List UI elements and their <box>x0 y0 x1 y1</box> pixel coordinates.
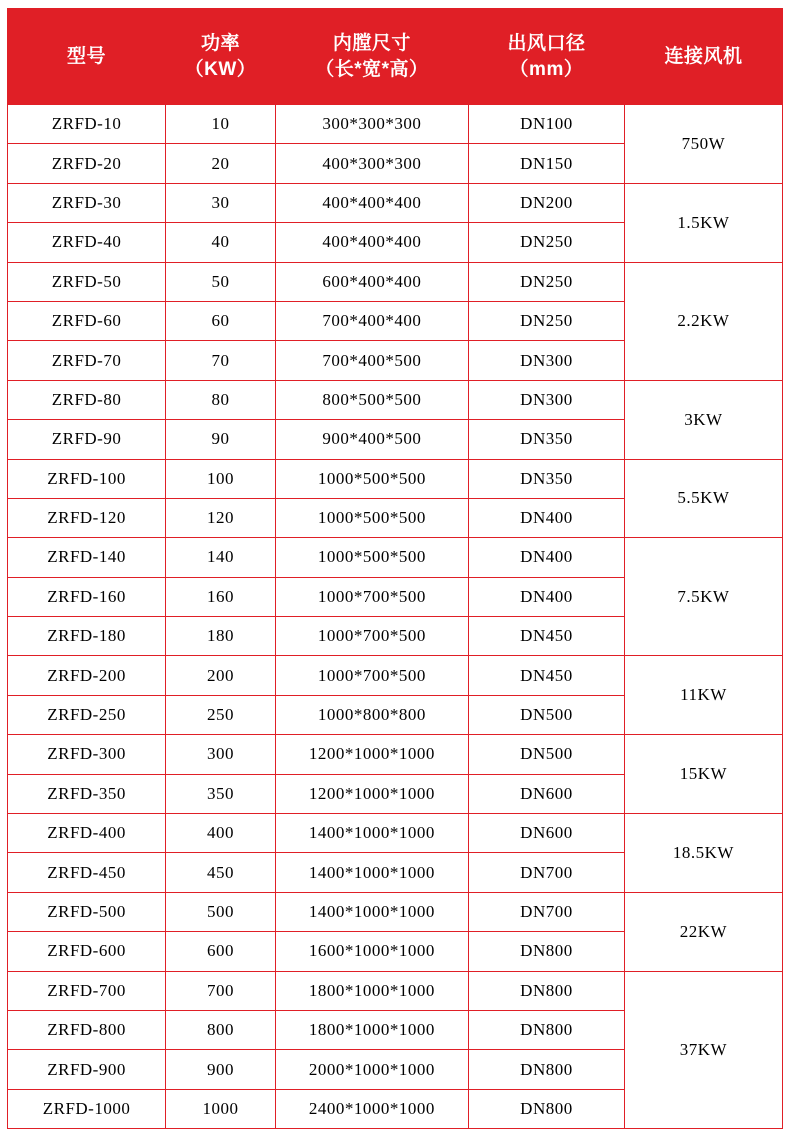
cell-connected-fan: 3KW <box>624 380 782 459</box>
cell-outlet: DN500 <box>469 735 625 774</box>
cell-dim: 2000*1000*1000 <box>275 1050 468 1089</box>
column-header-3 <box>469 9 625 105</box>
cell-dim: 1000*500*500 <box>275 538 468 577</box>
cell-model: ZRFD-50 <box>8 262 166 301</box>
cell-dim: 1000*500*500 <box>275 498 468 537</box>
cell-outlet: DN300 <box>469 341 625 380</box>
column-header-1 <box>166 9 276 105</box>
cell-dim: 800*500*500 <box>275 380 468 419</box>
cell-dim: 1400*1000*1000 <box>275 814 468 853</box>
cell-outlet: DN100 <box>469 105 625 144</box>
cell-model: ZRFD-600 <box>8 932 166 971</box>
cell-model: ZRFD-300 <box>8 735 166 774</box>
cell-power: 300 <box>166 735 276 774</box>
table-row <box>8 892 783 931</box>
table-row <box>8 183 783 222</box>
cell-connected-fan: 5.5KW <box>624 459 782 538</box>
cell-outlet: DN250 <box>469 301 625 340</box>
column-header-line: 内膛尺寸 <box>332 32 411 54</box>
cell-power: 200 <box>166 656 276 695</box>
cell-dim: 400*300*300 <box>275 144 468 183</box>
column-header-line: （KW） <box>184 58 257 80</box>
cell-connected-fan: 7.5KW <box>624 538 782 656</box>
column-header-line: 型号 <box>67 45 107 67</box>
cell-dim: 300*300*300 <box>275 105 468 144</box>
cell-dim: 1800*1000*1000 <box>275 971 468 1010</box>
cell-power: 50 <box>166 262 276 301</box>
cell-outlet: DN700 <box>469 892 625 931</box>
cell-model: ZRFD-60 <box>8 301 166 340</box>
cell-model: ZRFD-90 <box>8 420 166 459</box>
cell-connected-fan: 15KW <box>624 735 782 814</box>
column-header-2 <box>275 9 468 105</box>
cell-power: 250 <box>166 695 276 734</box>
cell-outlet: DN800 <box>469 971 625 1010</box>
cell-power: 450 <box>166 853 276 892</box>
cell-power: 20 <box>166 144 276 183</box>
table-row <box>8 459 783 498</box>
cell-dim: 2400*1000*1000 <box>275 1089 468 1128</box>
cell-power: 60 <box>166 301 276 340</box>
table-row <box>8 538 783 577</box>
column-header-0 <box>8 9 166 105</box>
table-row <box>8 735 783 774</box>
cell-model: ZRFD-140 <box>8 538 166 577</box>
cell-dim: 900*400*500 <box>275 420 468 459</box>
cell-outlet: DN150 <box>469 144 625 183</box>
cell-power: 160 <box>166 577 276 616</box>
table-row <box>8 105 783 144</box>
cell-model: ZRFD-100 <box>8 459 166 498</box>
cell-dim: 1400*1000*1000 <box>275 892 468 931</box>
cell-model: ZRFD-400 <box>8 814 166 853</box>
column-header-line: （长*宽*高） <box>315 58 429 80</box>
cell-outlet: DN600 <box>469 774 625 813</box>
cell-power: 350 <box>166 774 276 813</box>
cell-connected-fan: 2.2KW <box>624 262 782 380</box>
cell-model: ZRFD-160 <box>8 577 166 616</box>
cell-outlet: DN250 <box>469 223 625 262</box>
cell-dim: 1000*700*500 <box>275 656 468 695</box>
specification-table <box>7 8 783 1129</box>
cell-dim: 600*400*400 <box>275 262 468 301</box>
cell-outlet: DN450 <box>469 656 625 695</box>
cell-dim: 1800*1000*1000 <box>275 1010 468 1049</box>
cell-outlet: DN200 <box>469 183 625 222</box>
cell-power: 700 <box>166 971 276 1010</box>
cell-dim: 400*400*400 <box>275 223 468 262</box>
cell-dim: 1000*500*500 <box>275 459 468 498</box>
table-row <box>8 656 783 695</box>
cell-dim: 1600*1000*1000 <box>275 932 468 971</box>
cell-connected-fan: 1.5KW <box>624 183 782 262</box>
cell-power: 500 <box>166 892 276 931</box>
cell-power: 140 <box>166 538 276 577</box>
column-header-line: （mm） <box>509 58 584 80</box>
cell-outlet: DN800 <box>469 1010 625 1049</box>
cell-power: 30 <box>166 183 276 222</box>
table-row <box>8 262 783 301</box>
cell-outlet: DN400 <box>469 498 625 537</box>
cell-model: ZRFD-200 <box>8 656 166 695</box>
cell-outlet: DN800 <box>469 1089 625 1128</box>
cell-power: 180 <box>166 617 276 656</box>
cell-outlet: DN450 <box>469 617 625 656</box>
cell-power: 100 <box>166 459 276 498</box>
cell-outlet: DN400 <box>469 577 625 616</box>
cell-dim: 700*400*500 <box>275 341 468 380</box>
cell-model: ZRFD-70 <box>8 341 166 380</box>
cell-model: ZRFD-700 <box>8 971 166 1010</box>
table-body <box>8 105 783 1129</box>
cell-outlet: DN700 <box>469 853 625 892</box>
cell-power: 900 <box>166 1050 276 1089</box>
cell-outlet: DN350 <box>469 420 625 459</box>
cell-model: ZRFD-250 <box>8 695 166 734</box>
column-header-line: 连接风机 <box>664 45 743 67</box>
cell-power: 400 <box>166 814 276 853</box>
cell-power: 10 <box>166 105 276 144</box>
table-row <box>8 380 783 419</box>
cell-model: ZRFD-10 <box>8 105 166 144</box>
table-header-row <box>8 9 783 105</box>
cell-model: ZRFD-30 <box>8 183 166 222</box>
cell-outlet: DN400 <box>469 538 625 577</box>
cell-connected-fan: 11KW <box>624 656 782 735</box>
cell-power: 70 <box>166 341 276 380</box>
cell-model: ZRFD-1000 <box>8 1089 166 1128</box>
cell-power: 1000 <box>166 1089 276 1128</box>
column-header-line: 功率 <box>200 32 240 54</box>
cell-model: ZRFD-80 <box>8 380 166 419</box>
cell-connected-fan: 750W <box>624 105 782 184</box>
cell-dim: 1000*700*500 <box>275 617 468 656</box>
cell-power: 90 <box>166 420 276 459</box>
cell-outlet: DN500 <box>469 695 625 734</box>
cell-dim: 1200*1000*1000 <box>275 774 468 813</box>
cell-model: ZRFD-20 <box>8 144 166 183</box>
cell-power: 600 <box>166 932 276 971</box>
cell-outlet: DN800 <box>469 932 625 971</box>
cell-model: ZRFD-350 <box>8 774 166 813</box>
cell-model: ZRFD-40 <box>8 223 166 262</box>
cell-power: 120 <box>166 498 276 537</box>
cell-dim: 400*400*400 <box>275 183 468 222</box>
cell-connected-fan: 37KW <box>624 971 782 1129</box>
cell-outlet: DN350 <box>469 459 625 498</box>
cell-connected-fan: 22KW <box>624 892 782 971</box>
table-row <box>8 814 783 853</box>
cell-outlet: DN800 <box>469 1050 625 1089</box>
cell-dim: 700*400*400 <box>275 301 468 340</box>
cell-model: ZRFD-450 <box>8 853 166 892</box>
cell-outlet: DN600 <box>469 814 625 853</box>
cell-dim: 1000*700*500 <box>275 577 468 616</box>
cell-power: 80 <box>166 380 276 419</box>
column-header-line: 出风口径 <box>507 32 586 54</box>
table-row <box>8 971 783 1010</box>
cell-dim: 1400*1000*1000 <box>275 853 468 892</box>
cell-dim: 1200*1000*1000 <box>275 735 468 774</box>
cell-model: ZRFD-800 <box>8 1010 166 1049</box>
column-header-4 <box>624 9 782 105</box>
cell-power: 800 <box>166 1010 276 1049</box>
cell-dim: 1000*800*800 <box>275 695 468 734</box>
cell-outlet: DN300 <box>469 380 625 419</box>
cell-model: ZRFD-120 <box>8 498 166 537</box>
cell-connected-fan: 18.5KW <box>624 814 782 893</box>
cell-power: 40 <box>166 223 276 262</box>
cell-model: ZRFD-500 <box>8 892 166 931</box>
cell-model: ZRFD-900 <box>8 1050 166 1089</box>
table-header <box>8 9 783 105</box>
cell-outlet: DN250 <box>469 262 625 301</box>
cell-model: ZRFD-180 <box>8 617 166 656</box>
